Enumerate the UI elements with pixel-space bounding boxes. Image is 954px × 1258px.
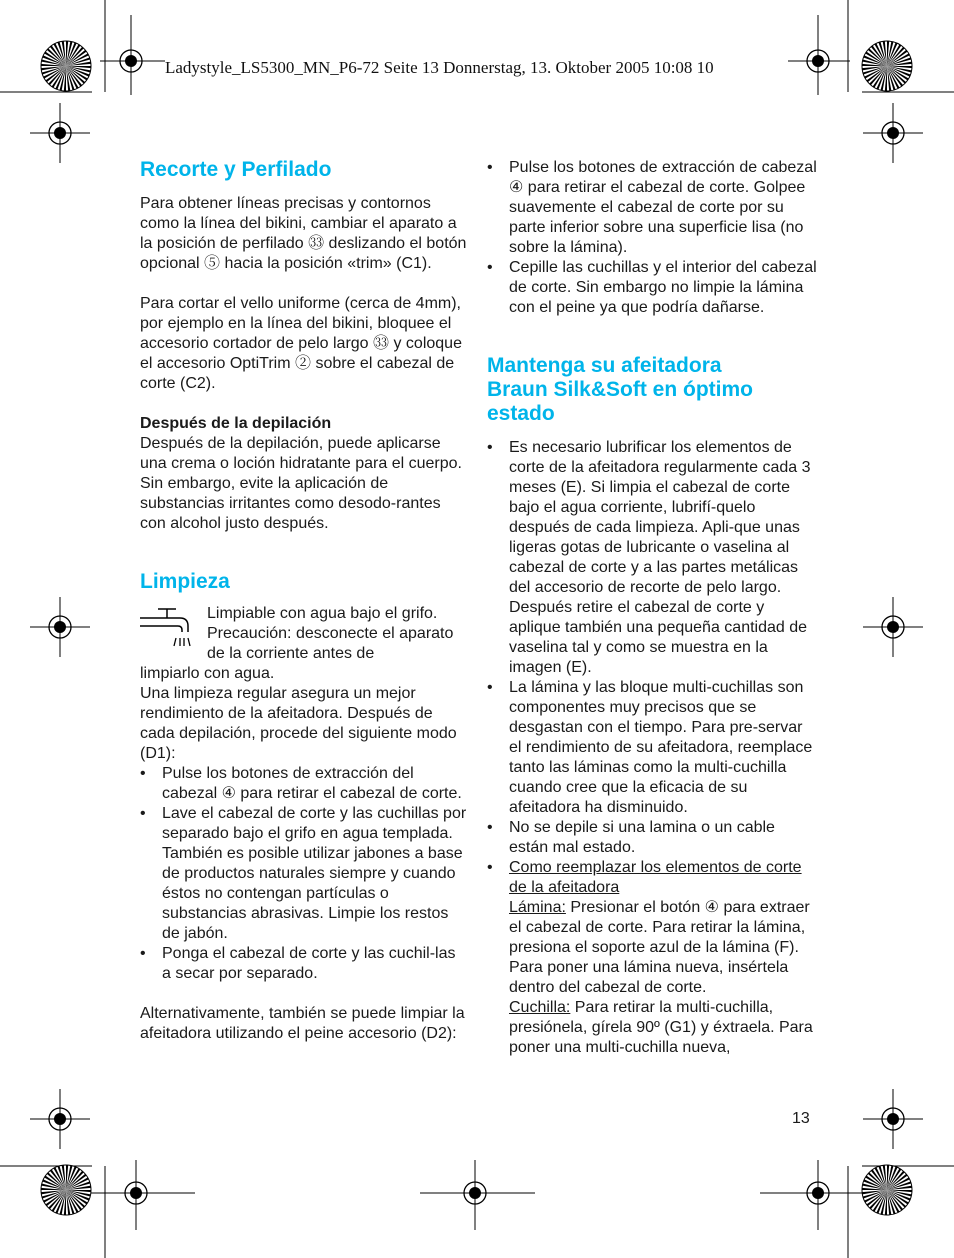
- trimming-paragraph-1: Para obtener líneas precisas y contornos como la línea del bikini, cambiar el aparato a la posición de perfilado ㉝ deslizando el botón opcional ⑤ hacia la posición «trim» (C1).: [140, 195, 467, 272]
- list-item: • Pulse los botones de extracción de cabezal ④ para retirar el cabezal de corte. Golpee suavemente el cabezal de corte por su parte inferior sobre una superficie lisa (no sobre la lámina).: [487, 158, 817, 258]
- list-item: • Ponga el cabezal de corte y las cuchil-las a secar por separado.: [140, 944, 468, 984]
- heading-trimming: Recorte y Perfilado: [140, 158, 332, 181]
- heading-cleaning: Limpieza: [140, 570, 230, 593]
- replace-title: Como reemplazar los elementos de corte de la afeitadora: [509, 859, 802, 896]
- cleaning-icon-text-continued: limpiarlo con agua.: [140, 665, 275, 682]
- right-column: [487, 158, 817, 1058]
- list-item-replace: [487, 858, 817, 1058]
- list-item: • No se depile si una lamina o un cable están mal estado.: [487, 818, 817, 858]
- page-number: 13: [792, 1110, 810, 1127]
- list-item: • Lave el cabezal de corte y las cuchillas por separado bajo el grifo en agua templada. También es posible utilizar jabones a base de productos naturales siempre y cuando éstos no contengan partículas o substancias abrasivas. Limpie los restos de jabón.: [140, 804, 468, 944]
- after-depilation-title: Después de la depilación: [140, 415, 332, 432]
- trimming-paragraph-2: Para cortar el vello uniforme (cerca de 4mm), por ejemplo en la línea del bikini, bloquee el accesorio cortador de pelo largo ㉝ y coloque el accesorio OptiTrim ② sobre el cabezal de corte (C2).: [140, 295, 462, 392]
- list-item: • Pulse los botones de extracción del cabezal ④ para retirar el cabezal de corte.: [140, 764, 468, 804]
- cleaning-icon-text: Limpiable con agua bajo el grifo. Precaución: desconecte el aparato de la corriente antes de: [207, 605, 454, 662]
- maintenance-list: [487, 438, 817, 1058]
- after-depilation-text: Después de la depilación, puede aplicarse una crema o loción hidratante para el cuerpo. Sin embargo, evite la aplicación de substancias irritantes como desodo-rantes con alcohol justo después.: [140, 435, 462, 532]
- list-item: • Es necesario lubrificar los elementos de corte de la afeitadora regularmente cada 3 meses (E). Si limpia el cabezal de corte bajo el agua corriente, lubrifí-quelo después de cada limpieza. Apli-que unas ligeras gotas de lubricante o vaselina al cabezal de corte y a las partes metálicas del accesorio de recorte de pelo largo. Después retire el cabezal de corte y aplique también una pequeña cantidad de vaselina tal y como se muestra en la imagen (E).: [487, 438, 817, 678]
- cutter-text: Para retirar la multi-cuchilla, presiónela, gírela 90º (G1) y éxtraela. Para poner una multi-cuchilla nueva,: [509, 999, 813, 1056]
- cutter-label: Cuchilla:: [509, 999, 571, 1016]
- cleaning-icon-row: [140, 604, 468, 664]
- alternative-cleaning-text: Alternativamente, también se puede limpiar la afeitadora utilizando el peine accesorio (D2):: [140, 1005, 465, 1042]
- cleaning-intro: Una limpieza regular asegura un mejor rendimiento de la afeitadora. Después de cada depilación, procede del siguiente modo (D1):: [140, 685, 457, 762]
- foil-text: Presionar el botón ④ para extraer el cabezal de corte. Para retirar la lámina, presiona el soporte azul de la lámina (F). Para poner una lámina nueva, insértela dentro del cabezal de corte.: [509, 899, 810, 996]
- comb-cleaning-list: [487, 158, 817, 318]
- foil-label: Lámina:: [509, 899, 566, 916]
- list-item: • La lámina y las bloque multi-cuchillas son componentes muy precisos que se desgastan con el tiempo. Para pre-servar el rendimiento de su afeitadora, reemplace tanto las láminas como la multi-cuchilla cuando cree que la eficacia de su afeitadora ha disminuido.: [487, 678, 817, 818]
- list-item: • Cepille las cuchillas y el interior del cabezal de corte. Sin embargo no limpie la lámina con el peine ya que podría dañarse.: [487, 258, 817, 318]
- faucet-icon: [140, 606, 194, 650]
- cleaning-steps-list: [140, 764, 468, 984]
- print-header: Ladystyle_LS5300_MN_P6-72 Seite 13 Donnerstag, 13. Oktober 2005 10:08 10: [165, 58, 714, 77]
- left-column: [140, 158, 468, 1044]
- heading-maintenance: Mantenga su afeitadora Braun Silk&Soft en óptimo estado: [487, 354, 754, 425]
